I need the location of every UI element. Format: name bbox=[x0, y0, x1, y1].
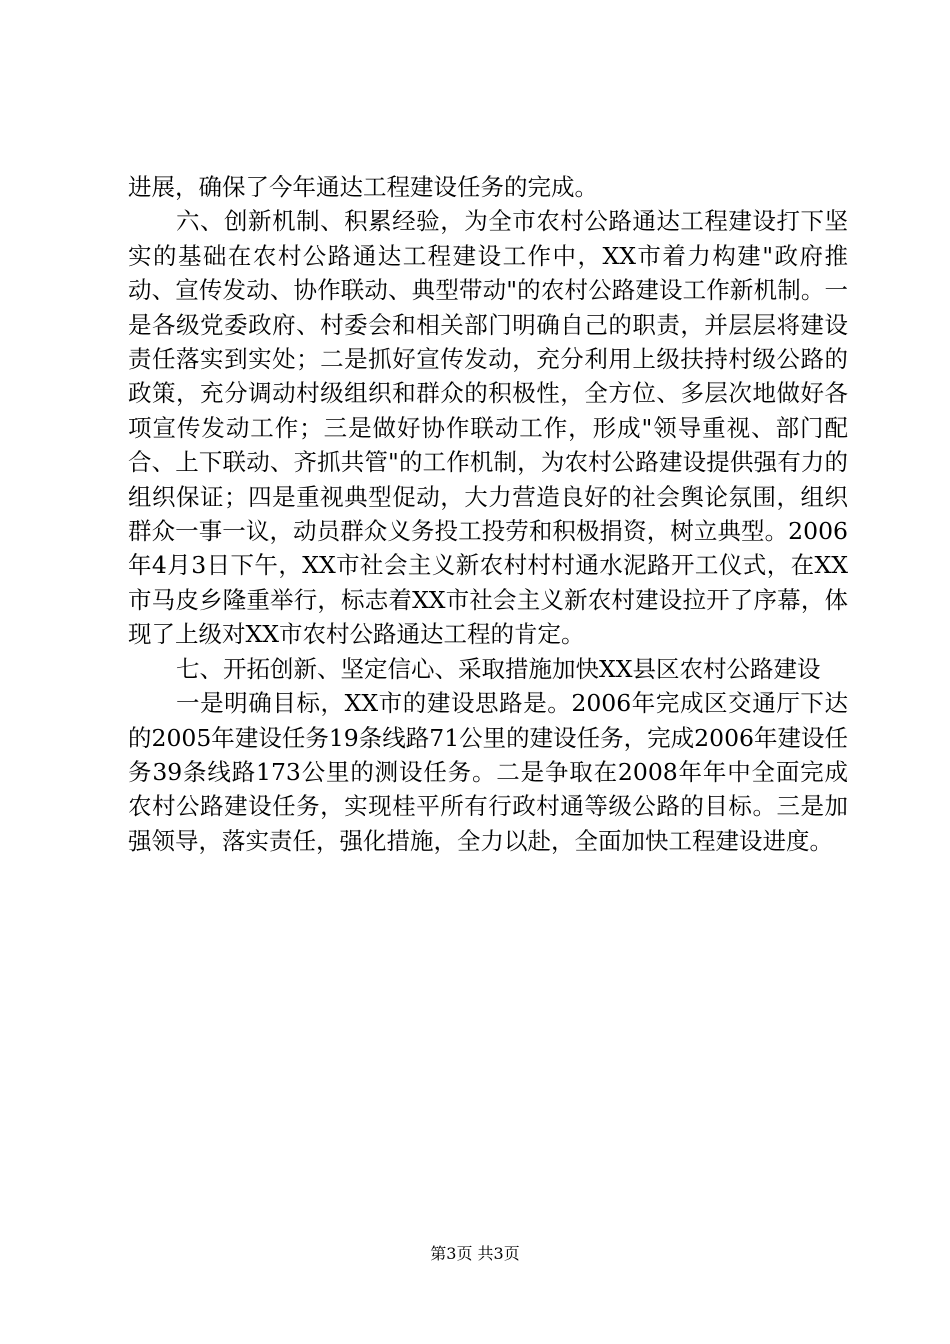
paragraph-section-seven-body: 一是明确目标，XX市的建设思路是。2006年完成区交通厅下达的2005年建设任务19条线路71公里的建设任务，完成2006年建设任务39条线路173公里的测设任务。二是争取在2008年年中全面完成农村公路建设任务，实现桂平所有行政村通等级公路的目标。三是加强领导，落实责任，强化措施，全力以赴，全面加快工程建设进度。 bbox=[128, 689, 848, 855]
document-body bbox=[128, 170, 848, 858]
paragraph-continuation: 进展，确保了今年通达工程建设任务的完成。 bbox=[128, 173, 598, 201]
paragraph-section-seven-heading: 七、开拓创新、坚定信心、采取措施加快XX县区农村公路建设 bbox=[176, 654, 821, 683]
page-footer: 第3页 共3页 bbox=[430, 1244, 520, 1263]
paragraph-section-six: 六、创新机制、积累经验，为全市农村公路通达工程建设打下坚实的基础在农村公路通达工程建设工作中，XX市着力构建"政府推动、宣传发动、协作联动、典型带动"的农村公路建设工作新机制。一是各级党委政府、村委会和相关部门明确自己的职责，并层层将建设责任落实到实处；二是抓好宣传发动，充分利用上级扶持村级公路的政策，充分调动村级组织和群众的积极性，全方位、多层次地做好各项宣传发动工作；三是做好协作联动工作，形成"领导重视、部门配合、上下联动、齐抓共管"的工作机制，为农村公路建设提供强有力的组织保证；四是重视典型促动，大力营造良好的社会舆论氛围，组织群众一事一议，动员群众义务投工投劳和积极捐资，树立典型。2006年4月3日下午，XX市社会主义新农村村村通水泥路开工仪式，在XX市马皮乡隆重举行，标志着XX市社会主义新农村建设拉开了序幕，体现了上级对XX市农村公路通达工程的肯定。 bbox=[128, 207, 848, 649]
